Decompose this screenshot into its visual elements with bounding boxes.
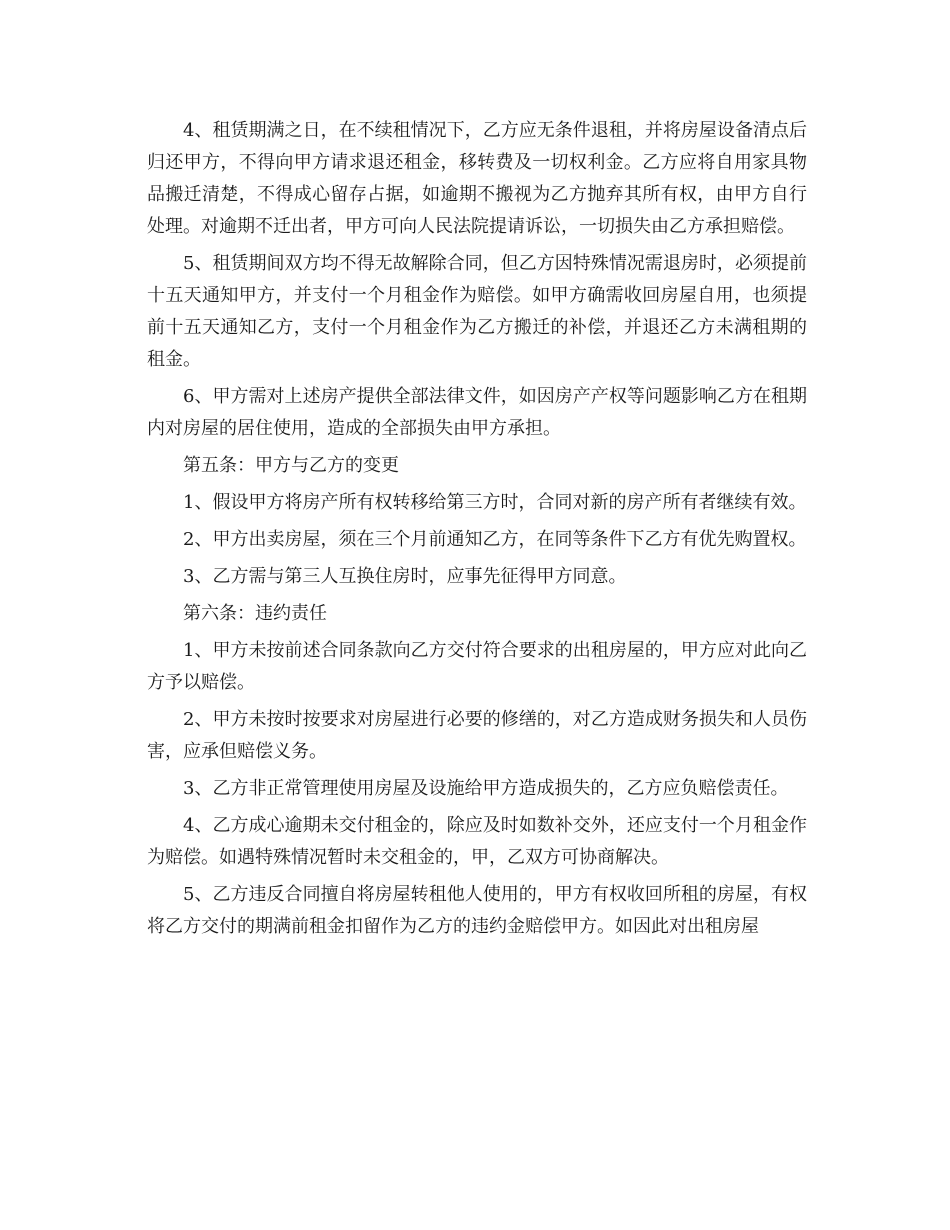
paragraph-article6-item-3: 3、乙方非正常管理使用房屋及设施给甲方造成损失的，乙方应负赔偿责任。 [183, 778, 789, 799]
paragraph-article6-item-4: 4、乙方成心逾期未交付租金的，除应及时如数补交外，还应支付一个月租金作为赔偿。如遇特殊情况暂时未交租金的，甲，乙双方可协商解决。 [147, 815, 807, 868]
document-page [147, 115, 807, 948]
paragraph-article6-item-1: 1、甲方未按前述合同条款向乙方交付符合要求的出租房屋的，甲方应对此向乙方予以赔偿。 [147, 640, 807, 693]
paragraph-article5-item-3: 3、乙方需与第三人互换住房时，应事先征得甲方同意。 [183, 566, 627, 587]
paragraph-6-legal-documents: 6、甲方需对上述房产提供全部法律文件，如因房产产权等问题影响乙方在租期内对房屋的居住使用，造成的全部损失由甲方承担。 [147, 386, 807, 439]
section-heading-article-5: 第五条：甲方与乙方的变更 [183, 455, 399, 476]
paragraph-5-termination: 5、租赁期间双方均不得无故解除合同，但乙方因特殊情况需退房时，必须提前十五天通知甲方，并支付一个月租金作为赔偿。如甲方确需收回房屋自用，也须提前十五天通知乙方，支付一个月租金作为乙方搬迁的补偿，并退还乙方未满租期的租金。 [147, 253, 807, 370]
paragraph-4-lease-expiry: 4、租赁期满之日，在不续租情况下，乙方应无条件退租，并将房屋设备清点后归还甲方，不得向甲方请求退还租金，移转费及一切权利金。乙方应将自用家具物品搬迁清楚，不得成心留存占据，如逾期不搬视为乙方抛弃其所有权，由甲方自行处理。对逾期不迁出者，甲方可向人民法院提请诉讼，一切损失由乙方承担赔偿。 [147, 120, 807, 237]
paragraph-article5-item-2: 2、甲方出卖房屋，须在三个月前通知乙方，在同等条件下乙方有优先购置权。 [183, 529, 807, 550]
paragraph-article5-item-1: 1、假设甲方将房产所有权转移给第三方时，合同对新的房产所有者继续有效。 [183, 492, 807, 513]
paragraph-article6-item-5: 5、乙方违反合同擅自将房屋转租他人使用的，甲方有权收回所租的房屋，有权将乙方交付的期满前租金扣留作为乙方的违约金赔偿甲方。如因此对出租房屋 [147, 884, 807, 937]
paragraph-article6-item-2: 2、甲方未按时按要求对房屋进行必要的修缮的，对乙方造成财务损失和人员伤害，应承但赔偿义务。 [147, 709, 807, 762]
section-heading-article-6: 第六条：违约责任 [183, 603, 327, 624]
